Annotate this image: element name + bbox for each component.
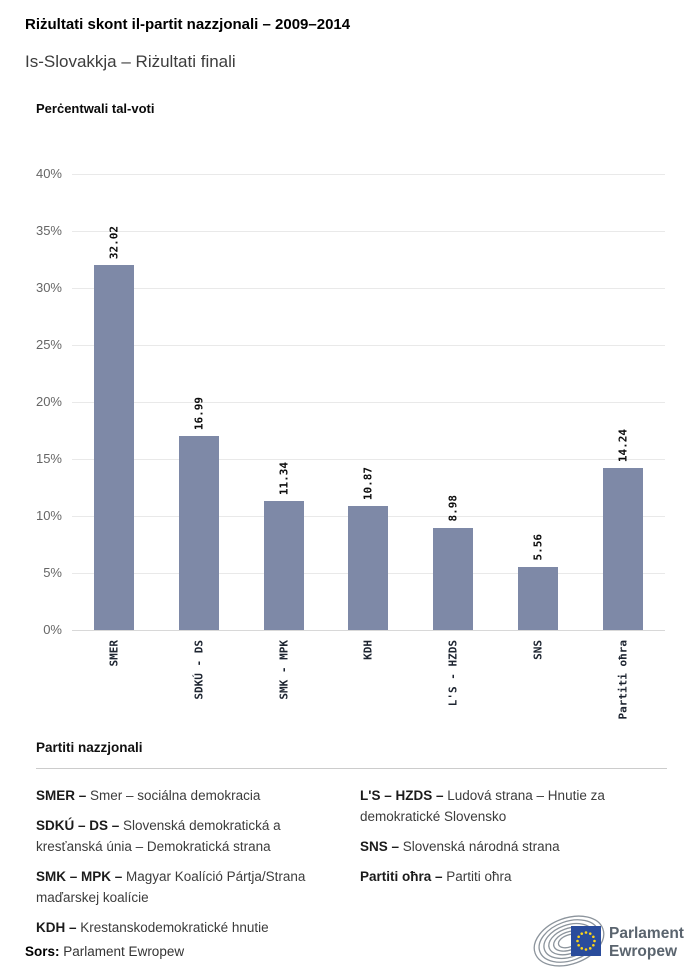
bar-value-label: 10.87	[361, 466, 375, 501]
legend-term: SNS –	[360, 839, 403, 854]
bar-slot	[241, 174, 326, 700]
bar	[264, 501, 304, 630]
x-category-label: L'S - HZDS	[446, 640, 460, 707]
x-category-label: SMER	[107, 640, 121, 667]
y-tick-label: 5%	[43, 565, 62, 580]
source-label: Sors:	[25, 944, 60, 959]
bar-value-label: 11.34	[277, 461, 291, 495]
logo-wordmark-line1: Parlament	[609, 925, 684, 942]
legend-definition: Slovenská národná strana	[402, 839, 560, 854]
legend-term: Partiti oħra –	[360, 869, 447, 884]
ep-logo-graphic	[529, 912, 697, 968]
legend-item	[36, 917, 350, 938]
bar	[433, 528, 473, 630]
bar	[603, 468, 643, 630]
legend-title: Partiti nazzjonali	[36, 740, 143, 755]
y-tick-label: 10%	[35, 508, 62, 523]
legend-term: SMK – MPK –	[36, 869, 127, 884]
legend-definition: Smer – sociálna demokracia	[90, 788, 261, 803]
y-gridline	[72, 630, 665, 631]
y-tick-label: 25%	[35, 337, 62, 352]
legend-definition: Partiti oħra	[446, 869, 512, 884]
legend-item	[36, 815, 350, 857]
legend-item	[36, 785, 350, 806]
logo-wordmark-line2: Ewropew	[609, 943, 678, 960]
y-axis-title: Perċentwali tal-voti	[36, 101, 155, 116]
legend-term: KDH –	[36, 920, 81, 935]
bar-slot	[411, 174, 496, 707]
legend-divider	[36, 768, 667, 769]
bar-slot	[72, 174, 157, 667]
bar-value-label: 14.24	[616, 428, 630, 462]
legend-definition: Magyar Koalíció Pártja/Strana maďarskej koalície	[36, 869, 306, 905]
y-tick-label: 30%	[35, 280, 62, 295]
x-category-label: SMK - MPK	[277, 640, 291, 700]
bar-value-label: 8.98	[446, 495, 460, 522]
x-category-label: Partiti oħra	[616, 640, 630, 720]
x-category-label: SNS	[531, 640, 545, 660]
source-note	[25, 944, 184, 959]
legend-column	[36, 785, 350, 947]
legend-definition: Slovenská demokratická a kresťanská únia – Demokratická strana	[36, 818, 281, 854]
legend-term: SMER –	[36, 788, 91, 803]
bar-value-label: 5.56	[531, 534, 545, 561]
page-subtitle: Is-Slovakkja – Riżultati finali	[25, 52, 236, 71]
y-tick-label: 15%	[35, 451, 62, 466]
bar-value-label: 16.99	[192, 397, 206, 431]
legend-definition: Ludová strana – Hnutie za demokratické Slovensko	[360, 788, 605, 824]
legend-item	[360, 836, 660, 857]
page-title: Riżultati skont il-partit nazzjonali – 2009–2014	[25, 16, 351, 33]
source-value: Parlament Ewropew	[63, 944, 185, 959]
x-category-label: SDKÚ - DS	[192, 640, 206, 700]
y-tick-label: 40%	[35, 166, 62, 181]
legend-term: SDKÚ – DS –	[36, 818, 124, 833]
legend-item	[360, 866, 660, 887]
bar-chart	[0, 166, 700, 749]
y-tick-label: 0%	[43, 622, 62, 637]
european-parliament-logo	[529, 912, 697, 968]
bar	[518, 567, 558, 630]
bar	[348, 506, 388, 630]
legend-item	[36, 866, 350, 908]
bar-slot	[580, 174, 665, 720]
bar	[94, 265, 134, 630]
bar	[179, 436, 219, 630]
bar-slot	[496, 174, 581, 660]
legend-term: L'S – HZDS –	[360, 788, 448, 803]
legend-item	[360, 785, 660, 827]
eu-flag-icon	[571, 926, 601, 956]
bar-value-label: 32.02	[107, 225, 121, 259]
legend-definition: Krestanskodemokratické hnutie	[80, 920, 269, 935]
bar-slot	[326, 174, 411, 660]
bar-slot	[157, 174, 242, 700]
y-tick-label: 35%	[35, 223, 62, 238]
y-tick-label: 20%	[35, 394, 62, 409]
x-category-label: KDH	[361, 640, 375, 660]
plot-area	[72, 174, 665, 720]
